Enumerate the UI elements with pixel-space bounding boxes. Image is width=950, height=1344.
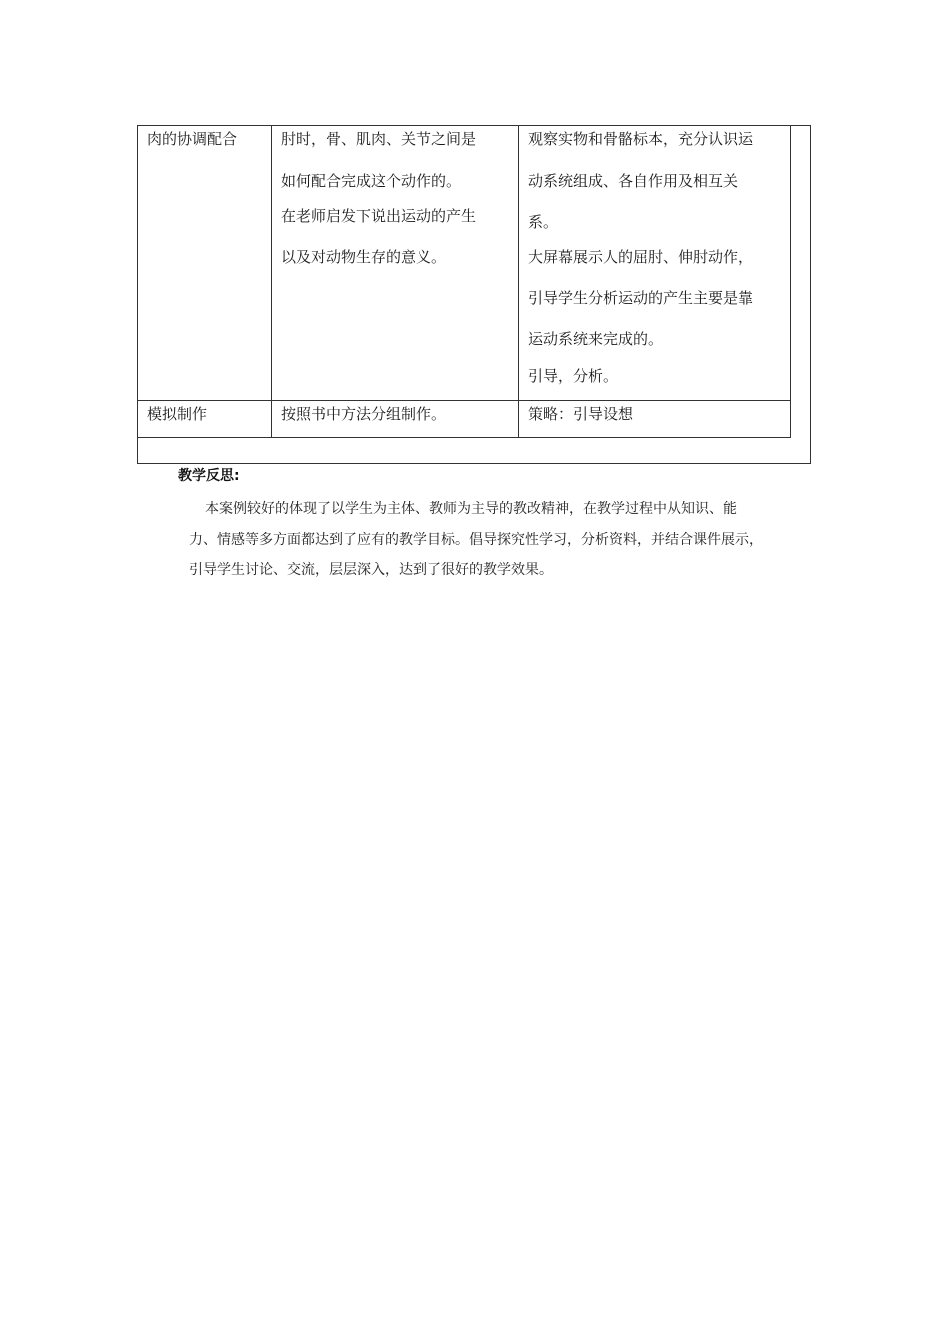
row1-col2-line-2: 如何配合完成这个动作的。 [281,172,462,190]
row1-col3-line-6: 运动系统来完成的。 [528,330,664,348]
row1-col3-line-7: 引导，分析。 [528,367,619,385]
column-divider-1 [271,125,272,438]
row1-col2-line-1: 肘时，骨、肌肉、关节之间是 [281,130,477,148]
reflection-line-3: 引导学生讨论、交流，层层深入，达到了很好的教学效果。 [189,562,553,578]
row-divider-2 [137,437,791,438]
reflection-line-1: 本案例较好的体现了以学生为主体、教师为主导的教改精神，在教学过程中从知识、能 [205,501,737,517]
row1-col3-line-2: 动系统组成、各自作用及相互关 [528,172,739,190]
row1-col3-line-1: 观察实物和骨骼标本，充分认识运 [528,130,754,148]
row1-col1-line-1: 肉的协调配合 [147,130,238,148]
row1-col3-line-3: 系。 [528,213,559,231]
row1-col3-line-5: 引导学生分析运动的产生主要是靠 [528,289,754,307]
reflection-title: 教学反思: [178,468,240,484]
row1-col3-line-4: 大屏幕展示人的屈肘、伸肘动作， [528,248,754,266]
row2-col1: 模拟制作 [147,405,208,423]
row-divider-1 [137,400,791,401]
column-divider-3 [790,125,791,438]
row1-col2-line-3: 在老师启发下说出运动的产生 [281,207,477,225]
row1-col2-line-4: 以及对动物生存的意义。 [281,248,447,266]
reflection-line-2: 力、情感等多方面都达到了应有的教学目标。倡导探究性学习，分析资料，并结合课件展示， [189,532,763,548]
row2-col2: 按照书中方法分组制作。 [281,405,447,423]
row2-col3: 策略：引导设想 [528,405,634,423]
column-divider-2 [518,125,519,438]
